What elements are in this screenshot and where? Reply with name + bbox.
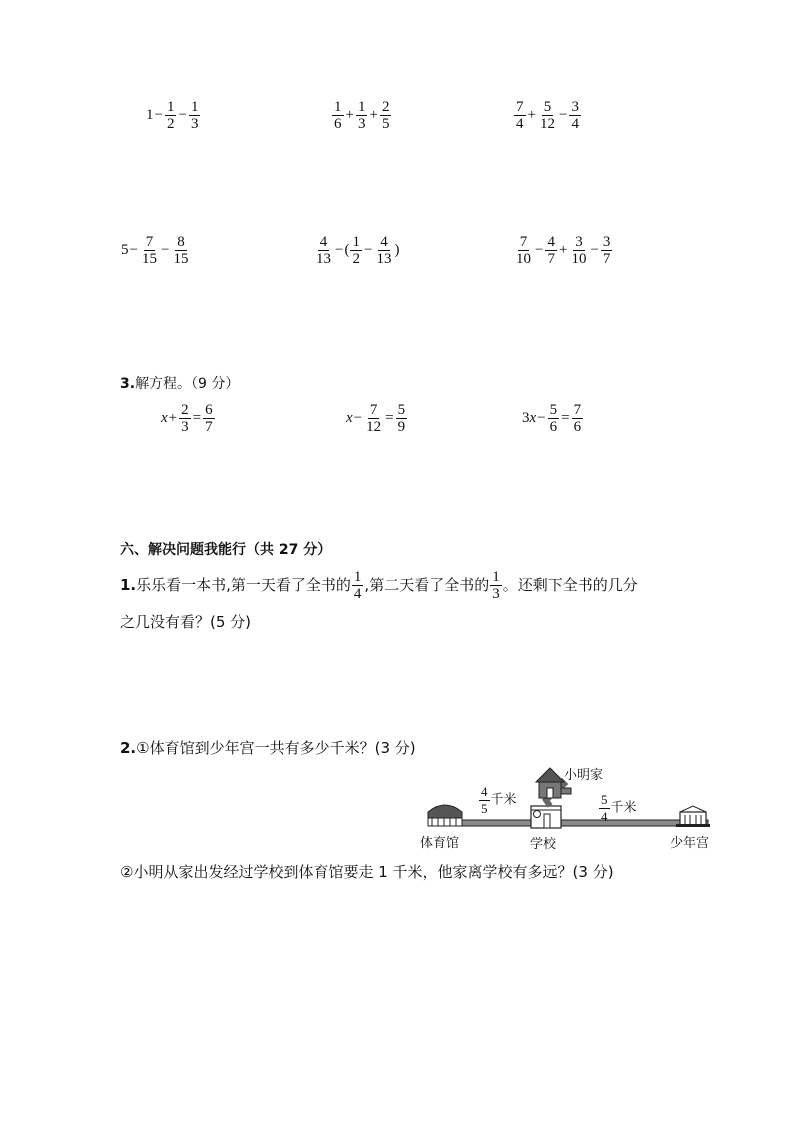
expr-1-3 [513, 99, 582, 132]
denominator: 2 [166, 116, 175, 132]
denominator: 3 [181, 419, 189, 435]
fraction [165, 99, 177, 132]
denominator: 4 [516, 116, 524, 132]
numerator: 5 [601, 792, 608, 807]
equation-3 [522, 402, 584, 435]
distance-left [478, 784, 517, 817]
open-paren: ( [344, 241, 350, 258]
operator: + [369, 106, 378, 123]
fraction [364, 402, 383, 435]
operator: − [160, 241, 170, 258]
numerator: 7 [145, 234, 154, 250]
fraction [356, 99, 368, 132]
expr-lead: 1 [146, 106, 154, 123]
fraction [189, 99, 201, 132]
youth-palace-icon [676, 806, 710, 827]
denominator: 5 [481, 801, 488, 816]
denominator: 10 [571, 251, 587, 267]
equals-sign: = [385, 409, 394, 426]
expr-1-1 [146, 99, 201, 132]
denominator: 3 [492, 586, 500, 602]
numerator: 2 [181, 402, 189, 418]
section6-title: 六、解决问题我能行（共 27 分） [120, 542, 332, 558]
denominator: 7 [602, 251, 611, 267]
numerator: 8 [177, 234, 185, 250]
equation-1 [161, 402, 216, 435]
operator: + [168, 409, 178, 426]
numerator: 5 [543, 99, 552, 115]
numerator: 6 [205, 402, 213, 418]
question-1-line2: 之几没有看？(5 分) [120, 613, 252, 631]
denominator: 4 [353, 586, 362, 602]
fraction [514, 99, 526, 132]
numerator: 7 [519, 234, 528, 250]
equals-sign: = [192, 409, 202, 426]
denominator: 3 [357, 116, 366, 132]
section-number: 3. [120, 376, 136, 392]
equation-2 [346, 402, 408, 435]
fraction [548, 402, 560, 435]
fraction [572, 402, 584, 435]
numerator: 7 [516, 99, 524, 115]
distance-right [598, 792, 637, 825]
operator: − [558, 106, 568, 123]
operator: − [178, 106, 187, 123]
fraction [352, 569, 364, 602]
question-2-part2: ②小明从家出发经过学校到体育馆要走 1 千米，他家离学校有多远？(3 分) [120, 863, 614, 881]
denominator: 6 [573, 419, 582, 435]
expr-2-1 [121, 234, 191, 267]
school-icon [531, 806, 561, 828]
numerator: 1 [357, 99, 366, 115]
denominator: 4 [571, 116, 579, 132]
variable: x [161, 409, 168, 426]
operator: − [154, 106, 163, 123]
question-text: 。还剩下全书的几分 [502, 576, 638, 594]
operator: − [537, 409, 546, 426]
numerator: 4 [481, 784, 488, 799]
question-text: 乐乐看一本书,第一天看了全书的 [136, 576, 351, 594]
fraction [514, 234, 533, 267]
denominator: 9 [397, 419, 406, 435]
numerator: 1 [352, 234, 360, 250]
numerator: 7 [369, 402, 378, 418]
operator: + [558, 241, 568, 258]
fraction [171, 234, 190, 267]
question-text: ①体育馆到少年宫一共有多少千米？(3 分) [136, 739, 416, 757]
fraction [179, 402, 191, 435]
question-1 [120, 566, 638, 604]
school-label: 学校 [530, 837, 557, 852]
fraction [490, 569, 502, 602]
numerator: 4 [380, 234, 388, 250]
question-number: 2. [120, 739, 137, 757]
numerator: 3 [575, 234, 583, 250]
gym-icon [428, 805, 462, 826]
route-diagram [418, 762, 718, 852]
denominator: 4 [601, 809, 608, 824]
operator: + [345, 106, 354, 123]
home-label: 小明家 [564, 768, 604, 783]
expr-2-3 [513, 234, 613, 267]
fraction [569, 234, 588, 267]
equals-sign: = [561, 409, 570, 426]
fraction [396, 402, 408, 435]
denominator: 2 [352, 251, 360, 267]
numerator: 7 [573, 402, 582, 418]
expr-lead: 5 [121, 241, 129, 258]
numerator: 4 [319, 234, 328, 250]
numerator: 3 [602, 234, 611, 250]
denominator: 6 [549, 419, 558, 435]
variable: x [346, 409, 353, 426]
question-2-part1 [120, 737, 416, 758]
denominator: 3 [190, 116, 199, 132]
operator: − [129, 241, 138, 258]
gym-label: 体育馆 [420, 836, 460, 851]
fraction [140, 234, 159, 267]
youth-palace-label: 少年宫 [670, 836, 710, 851]
question-number: 1. [120, 576, 137, 594]
unit-label: 千米 [610, 800, 637, 816]
denominator: 13 [376, 251, 392, 267]
numerator: 3 [571, 99, 579, 115]
fraction [479, 784, 490, 817]
numerator: 2 [381, 99, 390, 115]
numerator: 1 [166, 99, 175, 115]
section3-title [120, 373, 239, 393]
fraction [599, 792, 610, 825]
denominator: 7 [205, 419, 213, 435]
denominator: 6 [334, 116, 342, 132]
denominator: 15 [173, 251, 189, 267]
fraction [332, 99, 344, 132]
numerator: 5 [549, 402, 558, 418]
operator: − [353, 409, 363, 426]
operator: + [527, 106, 536, 123]
unit-label: 千米 [490, 792, 517, 808]
fraction [350, 234, 362, 267]
operator: − [363, 241, 373, 258]
numerator: 5 [397, 402, 406, 418]
numerator: 4 [547, 234, 555, 250]
coefficient: 3 [522, 409, 530, 426]
denominator: 10 [516, 251, 531, 267]
denominator: 5 [381, 116, 390, 132]
fraction [601, 234, 613, 267]
section-title-text: 解方程。（9 分） [135, 376, 240, 392]
numerator: 1 [492, 569, 500, 585]
close-paren: ) [394, 241, 400, 258]
operator: − [590, 241, 599, 258]
expr-2-2 [313, 234, 399, 267]
fraction [374, 234, 393, 267]
fraction [203, 402, 215, 435]
variable: x [529, 409, 537, 426]
expr-1-2 [331, 99, 392, 132]
denominator: 7 [547, 251, 555, 267]
fraction [545, 234, 557, 267]
fraction [380, 99, 392, 132]
numerator: 1 [190, 99, 199, 115]
denominator: 12 [539, 116, 555, 132]
denominator: 13 [316, 251, 331, 267]
operator: − [335, 241, 344, 258]
question-text: ,第二天看了全书的 [364, 576, 490, 594]
fraction [314, 234, 333, 267]
denominator: 12 [366, 419, 382, 435]
operator: − [535, 241, 544, 258]
road [458, 820, 708, 826]
denominator: 15 [141, 251, 157, 267]
fraction [538, 99, 557, 132]
numerator: 1 [353, 569, 362, 585]
numerator: 1 [334, 99, 342, 115]
fraction [569, 99, 581, 132]
